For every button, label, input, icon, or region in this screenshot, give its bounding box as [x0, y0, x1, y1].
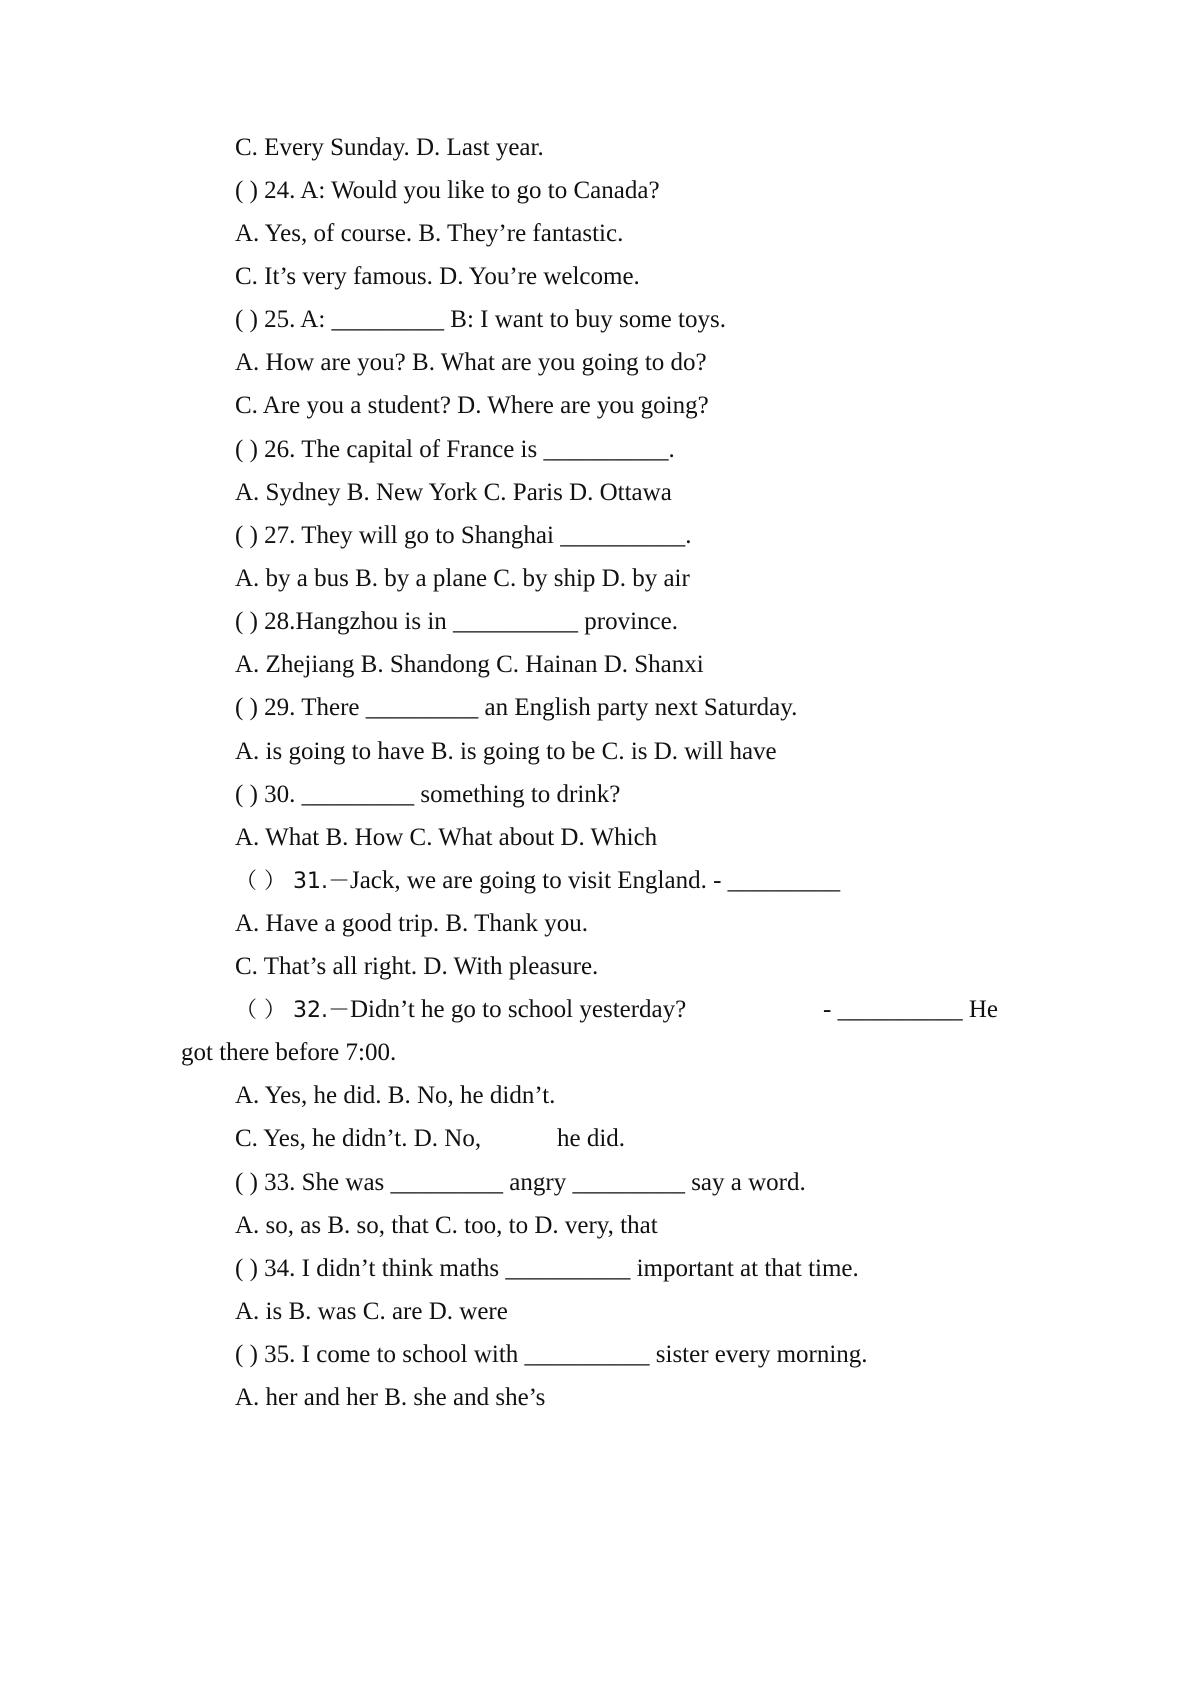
question-35: ( ) 35. I come to school with __________ sister every morning.	[235, 1341, 868, 1368]
text-line: A. Zhejiang B. Shandong C. Hainan D. Shanxi	[235, 651, 704, 678]
question-24: ( ) 24. A: Would you like to go to Canada?	[235, 177, 660, 204]
question-31-prefix: （ ） 31.－	[235, 869, 350, 894]
question-33: ( ) 33. She was _________ angry _________ say a word.	[235, 1169, 806, 1196]
text-line: got there before 7:00.	[181, 1039, 397, 1066]
text-line: A. by a bus B. by a plane C. by ship D. by air	[235, 565, 690, 592]
question-30: ( ) 30. _________ something to drink?	[235, 781, 621, 808]
text-line: A. Have a good trip. B. Thank you.	[235, 910, 588, 937]
question-32-prefix: （ ） 32.－	[235, 998, 350, 1023]
question-27: ( ) 27. They will go to Shanghai __________.	[235, 522, 692, 549]
text-line: he did.	[557, 1125, 626, 1152]
text-line: A. so, as B. so, that C. too, to D. very, that	[235, 1212, 658, 1239]
text-line: A. is B. was C. are D. were	[235, 1298, 508, 1325]
question-29: ( ) 29. There _________ an English party next Saturday.	[235, 694, 798, 721]
text-line: A. Yes, of course. B. They’re fantastic.	[235, 220, 624, 247]
question-31-text: Jack, we are going to visit England. - _________	[349, 867, 841, 894]
text-line: A. is going to have B. is going to be C. is D. will have	[235, 738, 777, 765]
question-28: ( ) 28.Hangzhou is in __________ province.	[235, 608, 678, 635]
question-34: ( ) 34. I didn’t think maths __________ important at that time.	[235, 1255, 859, 1282]
text-line: C. It’s very famous. D. You’re welcome.	[235, 263, 640, 290]
question-32	[235, 995, 686, 1026]
text-line: A. How are you? B. What are you going to do?	[235, 349, 707, 376]
text-line: C. That’s all right. D. With pleasure.	[235, 953, 599, 980]
question-31	[235, 866, 840, 897]
text-line: A. What B. How C. What about D. Which	[235, 824, 658, 851]
text-line: A. her and her B. she and she’s	[235, 1384, 546, 1411]
question-25: ( ) 25. A: _________ B: I want to buy some toys.	[235, 306, 726, 333]
question-32-answer-blank: - __________ He	[823, 996, 998, 1023]
text-line: A. Sydney B. New York C. Paris D. Ottawa	[235, 479, 672, 506]
question-32-text: Didn’t he go to school yesterday?	[349, 996, 687, 1023]
text-line: C. Yes, he didn’t. D. No,	[235, 1125, 482, 1152]
text-line: A. Yes, he did. B. No, he didn’t.	[235, 1082, 556, 1109]
text-line: C. Are you a student? D. Where are you going?	[235, 392, 709, 419]
question-26: ( ) 26. The capital of France is __________.	[235, 436, 675, 463]
text-line: C. Every Sunday. D. Last year.	[235, 134, 544, 161]
